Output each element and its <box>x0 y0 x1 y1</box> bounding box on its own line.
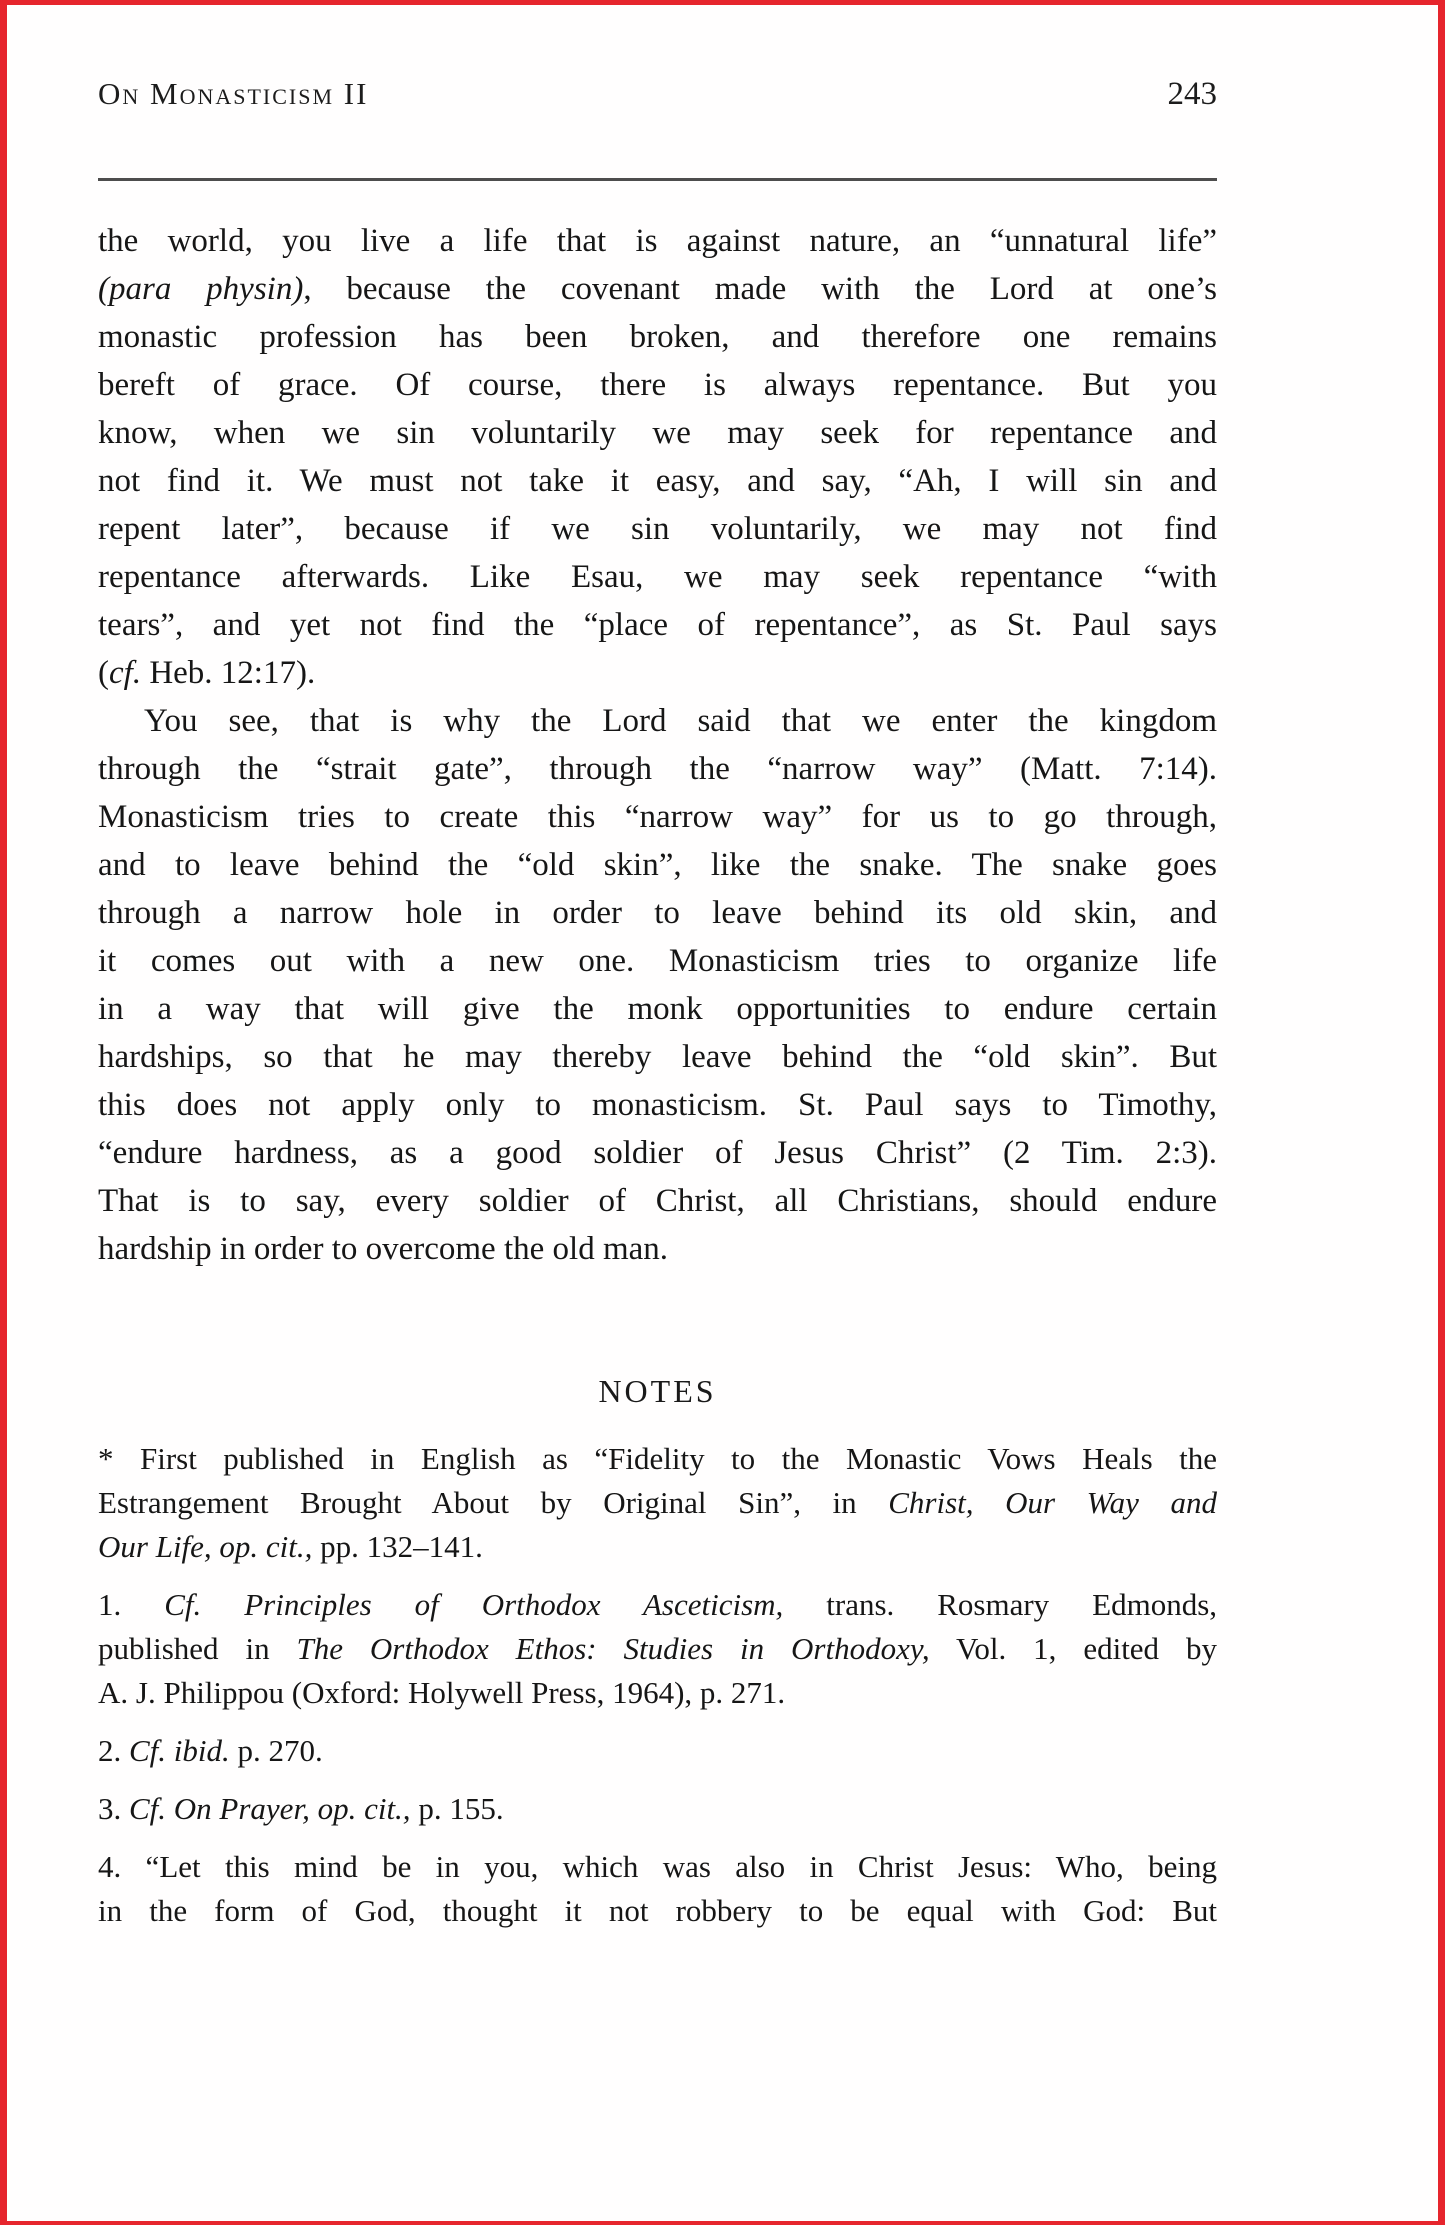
text-line: monastic profession has been broken, and therefore one remains <box>98 319 1217 355</box>
text-line: tears”, and yet not find the “place of repentance”, as St. Paul says <box>98 607 1217 643</box>
text-line: You see, that is why the Lord said that we enter the kingdom <box>144 703 1217 739</box>
page-title: On Monasticism II <box>98 76 369 111</box>
note-item <box>98 1787 1217 1831</box>
text-line: A. J. Philippou (Oxford: Holywell Press, 1964), p. 271. <box>98 1675 786 1710</box>
notes-list <box>98 1437 1217 1933</box>
text-line: bereft of grace. Of course, there is always repentance. But you <box>98 367 1217 403</box>
page-number: 243 <box>1167 76 1217 112</box>
text-line: 3. Cf. On Prayer, op. cit., p. 155. <box>98 1791 504 1826</box>
text-line: it comes out with a new one. Monasticism tries to organize life <box>98 943 1217 979</box>
text-line: * First published in English as “Fidelity to the Monastic Vows Heals the <box>98 1441 1217 1476</box>
text-line: Estrangement Brought About by Original Sin”, in Christ, Our Way and <box>98 1485 1217 1520</box>
text-line: That is to say, every soldier of Christ, all Christians, should endure <box>98 1183 1217 1219</box>
text-line: and to leave behind the “old skin”, like the snake. The snake goes <box>98 847 1217 883</box>
header-rule <box>98 178 1217 181</box>
text-line: 1. Cf. Principles of Orthodox Asceticism, trans. Rosmary Edmonds, <box>98 1587 1218 1622</box>
text-line: in a way that will give the monk opportunities to endure certain <box>98 991 1217 1027</box>
notes-heading: NOTES <box>598 1373 717 1409</box>
text-line: repentance afterwards. Like Esau, we may seek repentance “with <box>98 559 1217 595</box>
text-line: the world, you live a life that is against nature, an “unnatural life” <box>98 223 1217 259</box>
text-line: know, when we sin voluntarily we may seek for repentance and <box>98 415 1217 451</box>
note-item <box>98 1583 1217 1715</box>
text-line: 2. Cf. ibid. p. 270. <box>98 1733 323 1768</box>
text-line: “endure hardness, as a good soldier of Jesus Christ” (2 Tim. 2:3). <box>98 1135 1217 1171</box>
text-line: (para physin), because the covenant made with the Lord at one’s <box>98 271 1218 307</box>
text-line: hardships, so that he may thereby leave behind the “old skin”. But <box>98 1039 1217 1075</box>
text-line: this does not apply only to monasticism. St. Paul says to Timothy, <box>98 1087 1217 1123</box>
text-line: through the “strait gate”, through the “narrow way” (Matt. 7:14). <box>98 751 1217 787</box>
paragraph <box>98 217 1217 697</box>
text-line: Monasticism tries to create this “narrow way” for us to go through, <box>98 799 1217 835</box>
text-line: hardship in order to overcome the old man. <box>98 1231 669 1267</box>
text-line: 4. “Let this mind be in you, which was also in Christ Jesus: Who, being <box>98 1849 1217 1884</box>
body-text <box>98 217 1217 1273</box>
paragraph <box>98 697 1217 1273</box>
text-line: Our Life, op. cit., pp. 132–141. <box>98 1529 483 1564</box>
text-line: through a narrow hole in order to leave behind its old skin, and <box>98 895 1217 931</box>
text-line: in the form of God, thought it not robbery to be equal with God: But <box>98 1893 1217 1928</box>
text-line: published in The Orthodox Ethos: Studies in Orthodoxy, Vol. 1, edited by <box>98 1631 1217 1666</box>
note-item <box>98 1845 1217 1933</box>
note-item <box>98 1437 1217 1569</box>
text-line: (cf. Heb. 12:17). <box>98 655 316 691</box>
page-header <box>98 76 1217 116</box>
text-line: repent later”, because if we sin voluntarily, we may not find <box>98 511 1217 547</box>
text-line: not find it. We must not take it easy, and say, “Ah, I will sin and <box>98 463 1217 499</box>
notes-section <box>98 1369 1217 1933</box>
note-item <box>98 1729 1217 1773</box>
